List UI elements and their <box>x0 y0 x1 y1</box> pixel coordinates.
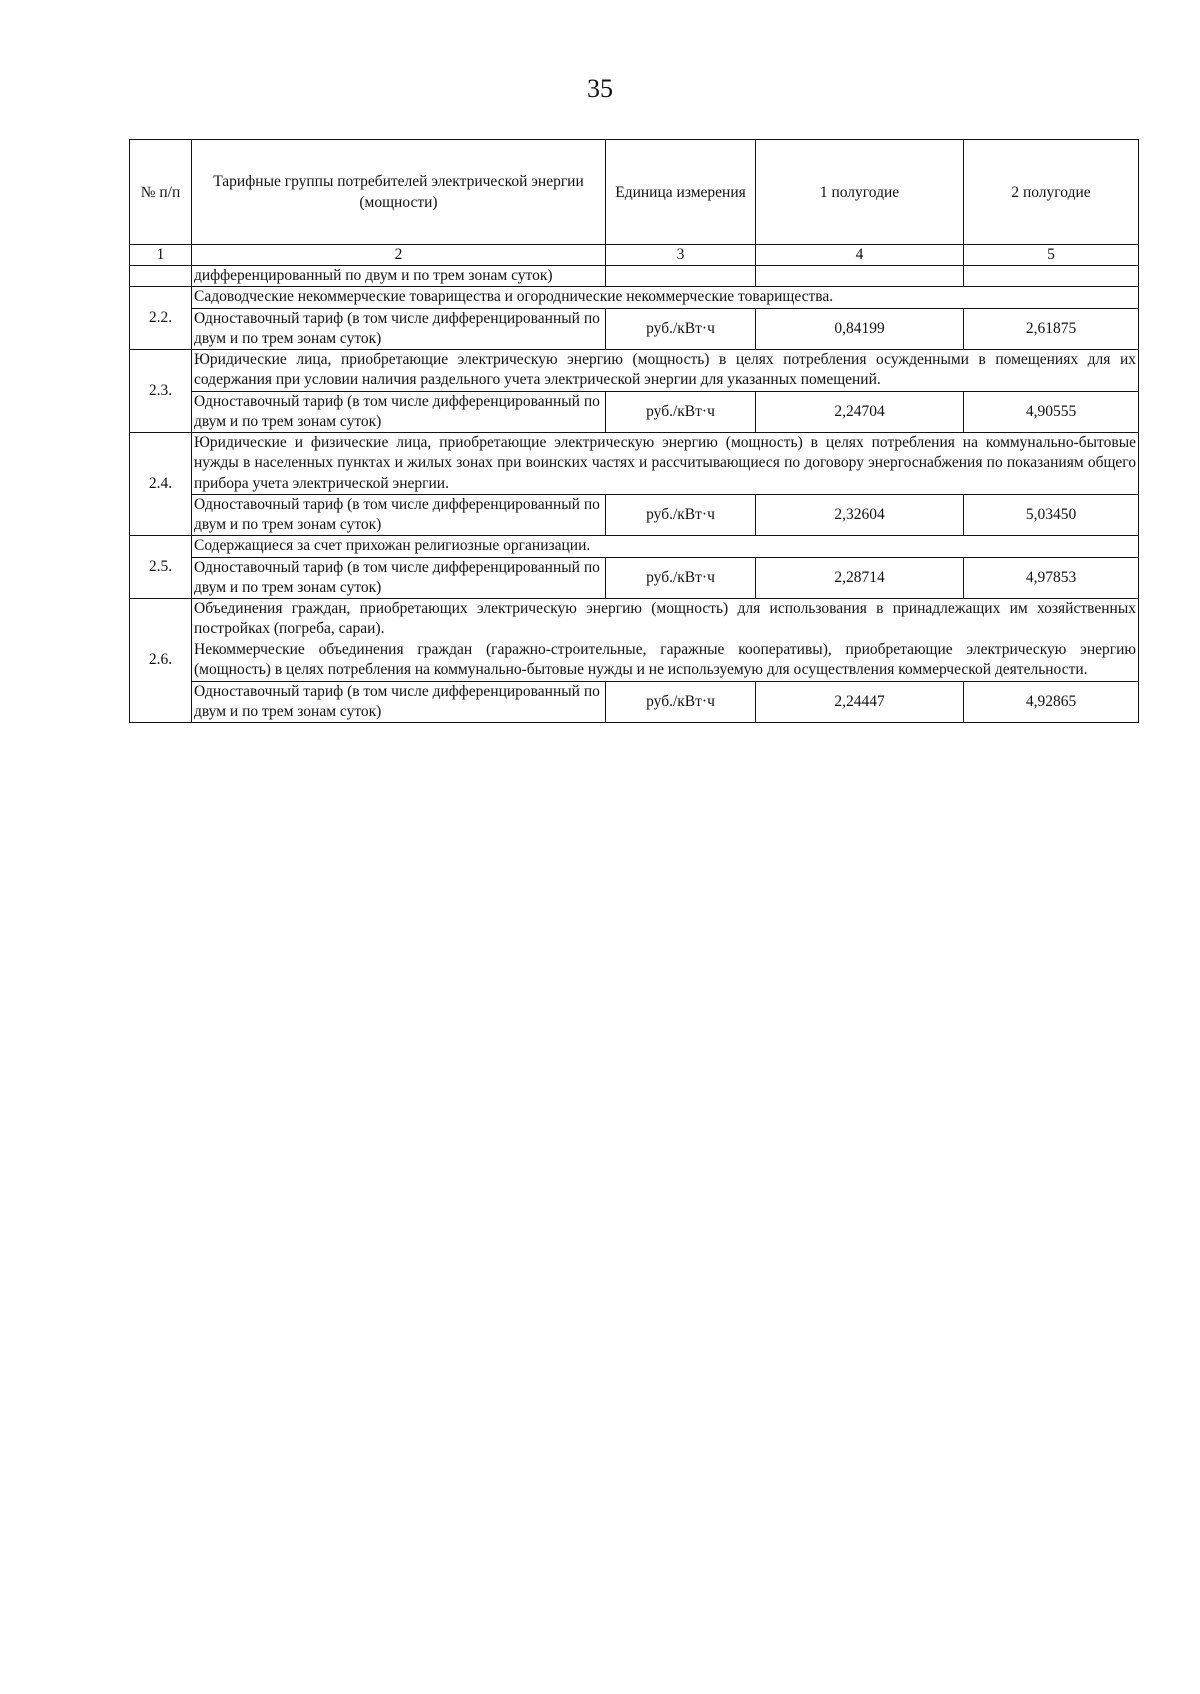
group-text: Юридические лица, приобретающие электрическую энергию (мощность) в целях потребления осужденными в помещениях для их содержания при условии наличия раздельного учета электрической энергии для указанных помещений. <box>194 350 1136 388</box>
column-index-row <box>130 245 1139 266</box>
column-index: 5 <box>964 245 1139 266</box>
column-index: 4 <box>756 245 964 266</box>
column-index: 2 <box>192 245 606 266</box>
header-h1: 1 полугодие <box>756 140 964 245</box>
h1-value: 2,24447 <box>756 681 964 722</box>
group-text: Содержащиеся за счет прихожан религиозные организации. <box>194 537 591 554</box>
h1-value: 2,32604 <box>756 495 964 536</box>
unit-cell: руб./кВт·ч <box>606 308 756 349</box>
row-number: 2.2. <box>130 287 192 350</box>
tariff-table <box>129 139 1139 723</box>
consumer-group <box>192 349 1139 391</box>
group-row <box>130 432 1139 495</box>
header-num: № п/п <box>130 140 192 245</box>
consumer-group <box>192 536 1139 558</box>
row-number: 2.3. <box>130 349 192 432</box>
unit-cell: руб./кВт·ч <box>606 557 756 598</box>
column-index: 3 <box>606 245 756 266</box>
tariff-name: дифференцированный по двум и по трем зонам суток) <box>192 266 606 287</box>
tariff-row <box>130 391 1139 432</box>
row-number: 2.5. <box>130 536 192 599</box>
h2-value: 4,97853 <box>964 557 1139 598</box>
h2-value: 2,61875 <box>964 308 1139 349</box>
h1-value <box>756 266 964 287</box>
group-text: Юридические и физические лица, приобретающие электрическую энергию (мощность) в целях потребления на коммунально-бытовые нужды в населенных пунктах и жилых зонах при воинских частях и рассчитывающиеся по договору энергоснабжения по показаниям общего прибора учета электрической энергии. <box>194 433 1136 492</box>
tariff-name: Одноставочный тариф (в том числе дифференцированный по двум и по трем зонам суток) <box>192 557 606 598</box>
header-unit: Единица измерения <box>606 140 756 245</box>
unit-cell <box>606 266 756 287</box>
group-row <box>130 287 1139 309</box>
consumer-group <box>192 598 1139 681</box>
consumer-group <box>192 287 1139 309</box>
table-header-row <box>130 140 1139 245</box>
column-index: 1 <box>130 245 192 266</box>
row-number <box>130 266 192 287</box>
tariff-name: Одноставочный тариф (в том числе дифференцированный по двум и по трем зонам суток) <box>192 308 606 349</box>
group-text: Некоммерческие объединения граждан (гаражно-строительные, гаражные кооперативы), приобретающие электрическую энергию (мощность) в целях потребления на коммунально-бытовые нужды и не используемую для осуществления коммерческой деятельности. <box>194 640 1136 678</box>
tariff-row <box>130 495 1139 536</box>
group-row <box>130 598 1139 681</box>
page-number: 35 <box>587 74 613 103</box>
unit-cell: руб./кВт·ч <box>606 681 756 722</box>
consumer-group <box>192 432 1139 495</box>
group-row <box>130 536 1139 558</box>
h2-value: 4,90555 <box>964 391 1139 432</box>
tariff-name: Одноставочный тариф (в том числе дифференцированный по двум и по трем зонам суток) <box>192 681 606 722</box>
header-group: Тарифные группы потребителей электрической энергии (мощности) <box>192 140 606 245</box>
unit-cell: руб./кВт·ч <box>606 391 756 432</box>
group-row <box>130 349 1139 391</box>
tariff-row <box>130 308 1139 349</box>
row-number: 2.6. <box>130 598 192 722</box>
h2-value <box>964 266 1139 287</box>
h2-value: 4,92865 <box>964 681 1139 722</box>
tariff-name: Одноставочный тариф (в том числе дифференцированный по двум и по трем зонам суток) <box>192 495 606 536</box>
group-text: Объединения граждан, приобретающих электрическую энергию (мощность) для использования в принадлежащих им хозяйственных постройках (погреба, сараи). <box>194 599 1136 637</box>
tariff-row <box>130 681 1139 722</box>
h1-value: 0,84199 <box>756 308 964 349</box>
continuation-row <box>130 266 1139 287</box>
h1-value: 2,28714 <box>756 557 964 598</box>
group-text: Садоводческие некоммерческие товарищества и огороднические некоммерческие товарищества. <box>194 288 834 305</box>
h2-value: 5,03450 <box>964 495 1139 536</box>
header-h2: 2 полугодие <box>964 140 1139 245</box>
tariff-row <box>130 557 1139 598</box>
tariff-name: Одноставочный тариф (в том числе дифференцированный по двум и по трем зонам суток) <box>192 391 606 432</box>
unit-cell: руб./кВт·ч <box>606 495 756 536</box>
row-number: 2.4. <box>130 432 192 536</box>
h1-value: 2,24704 <box>756 391 964 432</box>
